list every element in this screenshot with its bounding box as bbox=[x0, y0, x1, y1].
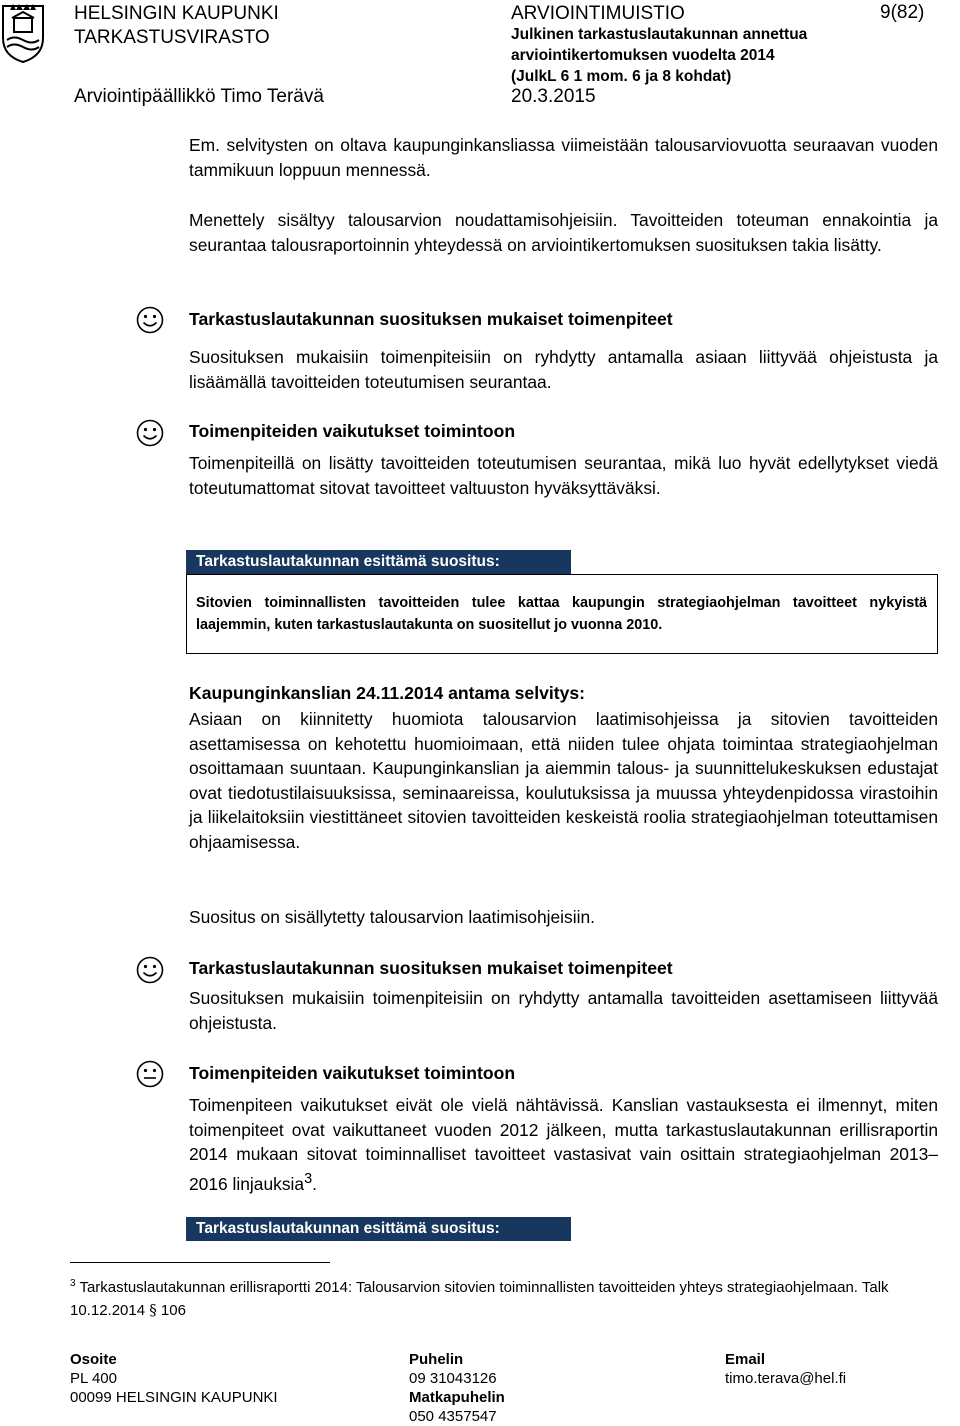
org-name: HELSINGIN KAUPUNKI bbox=[74, 3, 279, 24]
footnote-divider bbox=[70, 1262, 330, 1263]
recommendation-bar: Tarkastuslautakunnan esittämä suositus: bbox=[186, 550, 571, 574]
section-heading: Tarkastuslautakunnan suosituksen mukaiset toimenpiteet bbox=[189, 958, 673, 978]
smiley-happy-icon bbox=[136, 306, 164, 334]
recommendation-text: Sitovien toiminnallisten tavoitteiden tulee kattaa kaupungin strategiaohjelman tavoitteet nykyistä laajemmin, kuten tarkastuslautakunta on suositellut jo vuonna 2010. bbox=[196, 595, 927, 633]
paragraph: Em. selvitysten on oltava kaupunginkansliassa viimeistään talousarviovuotta seuraavan vuoden tammikuun loppuun mennessä. bbox=[189, 135, 938, 180]
footnote-text: Tarkastuslautakunnan erillisraportti 2014: Talousarvion sitovien toiminnallisten tavoitteiden yhteys strategiaohjelmaan. Talk 10.12.2014 bbox=[70, 1279, 889, 1319]
section-heading: Kaupunginkanslian 24.11.2014 antama selvitys: bbox=[189, 683, 586, 703]
email-link[interactable]: timo.terava@hel.fi bbox=[725, 1370, 847, 1387]
paragraph: Menettely sisältyy talousarvion noudattamisohjeisiin. Tavoitteiden toteuman ennakointia ja seurantaa talousraportoinnin yhteydessä on arviointikertomuksen suosituksen takia lisätty. bbox=[189, 210, 938, 255]
footnote-number: 3 bbox=[70, 1278, 76, 1289]
footer-email bbox=[725, 1350, 846, 1388]
header-doc bbox=[511, 2, 807, 87]
footer-address: Osoite PL 400 00099 HELSINGIN KAUPUNKI bbox=[70, 1351, 278, 1406]
recommendation-bar: Tarkastuslautakunnan esittämä suositus: bbox=[186, 1217, 571, 1241]
footer-label: Osoite bbox=[70, 1351, 117, 1368]
document-date: 20.3.2015 bbox=[511, 86, 596, 107]
doc-desc-1: Julkinen tarkastuslautakunnan annettua bbox=[511, 26, 808, 43]
department-name: TARKASTUSVIRASTO bbox=[74, 27, 270, 48]
footnote-section-number: 106 bbox=[160, 1302, 186, 1319]
footer-label: Puhelin bbox=[409, 1351, 464, 1368]
paragraph: Asiaan on kiinnitetty huomiota talousarvion laatimisohjeissa ja sitovien tavoitteiden asettamisessa on kehotettu huomioimaan, että niiden tulee ohjata toimintaa strategiaohjelman osoittamaan suuntaan. Kaupunginkanslian ja aiemmin talous- ja suunnittelukeskuksen edustajat ovat tiedotustilaisuuksissa, seminaareissa, koulutuksissa ja muussa yhteydenpidossa virastoihin ja liikelaitoksiin viestittäneet sitovien tavoitteiden keskeistä roolia strategiaohjelman toteuttamisen ohjaamisessa. bbox=[189, 709, 938, 852]
section-heading: Tarkastuslautakunnan suosituksen mukaiset toimenpiteet bbox=[189, 309, 673, 329]
paragraph: Suosituksen mukaisiin toimenpiteisiin on ryhdytty antamalla asiaan liittyvää ohjeistusta ja lisäämällä tavoitteiden toteutumisen seurantaa. bbox=[189, 347, 938, 392]
doc-desc-2: arviointikertomuksen vuodelta 2014 bbox=[511, 47, 775, 64]
smiley-happy-icon bbox=[136, 956, 164, 984]
doc-type: ARVIOINTIMUISTIO bbox=[511, 3, 685, 24]
paragraph: Toimenpiteen vaikutukset eivät ole vielä nähtävissä. Kanslian vastauksesta ei ilmennyt, miten toimenpiteet ovat vaikuttaneet vuoden 2012 jälkeen, mutta tarkastuslautakunnan erillisraportin 2014 mukaan sitovat toiminnalliset tavoitteet vastasivat vain osittain strategiaohjelman 2013–2016 linjauksia$^3$. bbox=[189, 1095, 938, 1194]
section-heading: Toimenpiteiden vaikutukset toimintoon bbox=[189, 1063, 516, 1083]
header-org bbox=[74, 2, 279, 50]
smiley-happy-icon bbox=[136, 419, 164, 447]
footer-phone: Puhelin 09 31043126 Matkapuhelin 050 4357547 bbox=[409, 1351, 505, 1425]
smiley-neutral-icon bbox=[136, 1060, 164, 1088]
doc-desc-3: (JulkL 6 1 mom. 6 ja 8 kohdat) bbox=[511, 68, 732, 85]
paragraph: Suosituksen mukaisiin toimenpiteisiin on ryhdytty antamalla tavoitteiden asettamiseen liittyvää ohjeistusta. bbox=[189, 988, 938, 1033]
paragraph: Toimenpiteillä on lisätty tavoitteiden toteutumisen seurantaa, mikä luo hyvät edellytykset viedä toteutumattomat sitovat tavoitteet valtuuston hyväksyttäväksi. bbox=[189, 453, 938, 498]
footer-label: Matkapuhelin bbox=[409, 1389, 505, 1406]
footnote bbox=[70, 1273, 930, 1322]
author: Arviointipäällikkö Timo Terävä bbox=[74, 86, 324, 107]
section-heading: Toimenpiteiden vaikutukset toimintoon bbox=[189, 421, 516, 441]
helsinki-crest-icon bbox=[0, 2, 46, 64]
paragraph: Suositus on sisällytetty talousarvion laatimisohjeisiin. bbox=[189, 907, 595, 927]
page-number: 9(82) bbox=[880, 2, 925, 23]
footnote-ref[interactable]: 3 bbox=[304, 1170, 313, 1187]
footer-label: Email bbox=[725, 1351, 766, 1368]
section-symbol: § bbox=[149, 1301, 157, 1319]
